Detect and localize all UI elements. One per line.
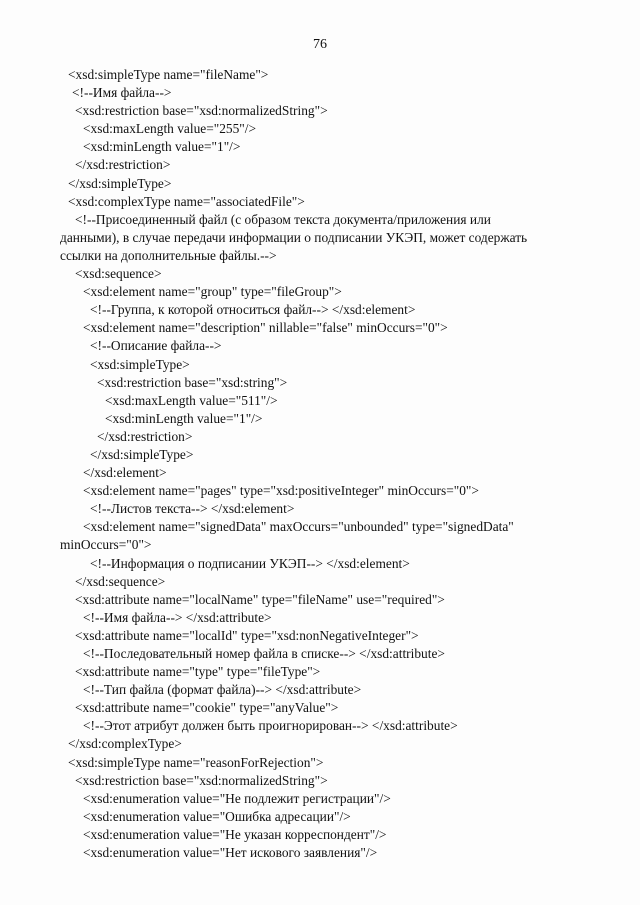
code-line: <!--Описание файла--> — [90, 338, 222, 354]
code-line: <!--Листов текста--> </xsd:element> — [90, 501, 295, 517]
code-line: <!--Последовательный номер файла в списке--> </xsd:attribute> — [83, 646, 445, 661]
code-line: <xsd:minLength value="1"/> — [105, 410, 263, 426]
code-line: <xsd:restriction base="xsd:normalizedString"> — [75, 772, 328, 788]
code-line: <xsd:restriction base="xsd:normalizedString"> — [75, 103, 328, 119]
xml-listing — [60, 66, 600, 862]
code-line: <xsd:attribute name="cookie" type="anyValue"> — [75, 700, 339, 716]
code-line: </xsd:sequence> — [75, 573, 166, 589]
code-line: </xsd:simpleType> — [90, 446, 194, 462]
code-line: данными), в случае передачи информации о подписании УКЭП, может содержать — [60, 229, 528, 245]
code-line: <xsd:minLength value="1"/> — [83, 139, 241, 155]
code-line: <!--Присоединенный файл (с образом текста документа/приложения или — [75, 211, 491, 227]
code-line: <!--Имя файла--> </xsd:attribute> — [83, 609, 272, 625]
code-line: <!--Группа, к которой относиться файл--> </xsd:element> — [90, 302, 416, 318]
code-line: <xsd:complexType name="associatedFile"> — [68, 193, 305, 209]
code-line: <xsd:simpleType name="reasonForRejection"> — [68, 754, 324, 770]
code-line: <xsd:enumeration value="Ошибка адресации"/> — [83, 808, 351, 824]
code-line: <xsd:element name="description" nillable="false" minOccurs="0"> — [83, 320, 448, 336]
code-line: <xsd:attribute name="type" type="fileType"> — [75, 664, 321, 680]
code-line: <xsd:simpleType name="fileName"> — [68, 67, 269, 82]
code-line: <xsd:sequence> — [75, 266, 162, 282]
code-line: <xsd:enumeration value="Нет искового заявления"/> — [83, 845, 378, 861]
code-line: ссылки на дополнительные файлы.--> — [60, 247, 277, 263]
code-line: minOccurs="0"> — [60, 537, 152, 553]
code-line: </xsd:complexType> — [68, 736, 182, 752]
code-line: <!--Этот атрибут должен быть проигнорирован--> </xsd:attribute> — [83, 718, 458, 734]
code-line: <xsd:restriction base="xsd:string"> — [97, 374, 288, 390]
code-line: <xsd:maxLength value="511"/> — [105, 392, 278, 408]
code-line: </xsd:element> — [83, 465, 167, 481]
code-line: <xsd:enumeration value="Не подлежит регистрации"/> — [83, 790, 391, 806]
code-line: <xsd:element name="signedData" maxOccurs="unbounded" type="signedData" — [83, 519, 514, 535]
code-line: <!--Имя файла--> — [72, 85, 172, 101]
page-number: 76 — [313, 37, 327, 52]
code-line: </xsd:restriction> — [75, 157, 171, 173]
code-line: <!--Тип файла (формат файла)--> </xsd:attribute> — [83, 682, 362, 698]
code-line: <xsd:simpleType> — [90, 356, 190, 372]
code-line: <xsd:attribute name="localName" type="fileName" use="required"> — [75, 591, 445, 607]
code-line: <xsd:element name="group" type="fileGroup"> — [83, 284, 342, 300]
code-line: <!--Информация о подписании УКЭП--> </xsd:element> — [90, 555, 410, 571]
code-line: <xsd:maxLength value="255"/> — [83, 121, 257, 137]
code-line: </xsd:simpleType> — [68, 175, 172, 191]
code-line: <xsd:enumeration value="Не указан корреспондент"/> — [83, 826, 387, 842]
code-line: </xsd:restriction> — [97, 428, 193, 444]
code-line: <xsd:element name="pages" type="xsd:positiveInteger" minOccurs="0"> — [83, 483, 479, 499]
code-line: <xsd:attribute name="localId" type="xsd:nonNegativeInteger"> — [75, 627, 419, 643]
